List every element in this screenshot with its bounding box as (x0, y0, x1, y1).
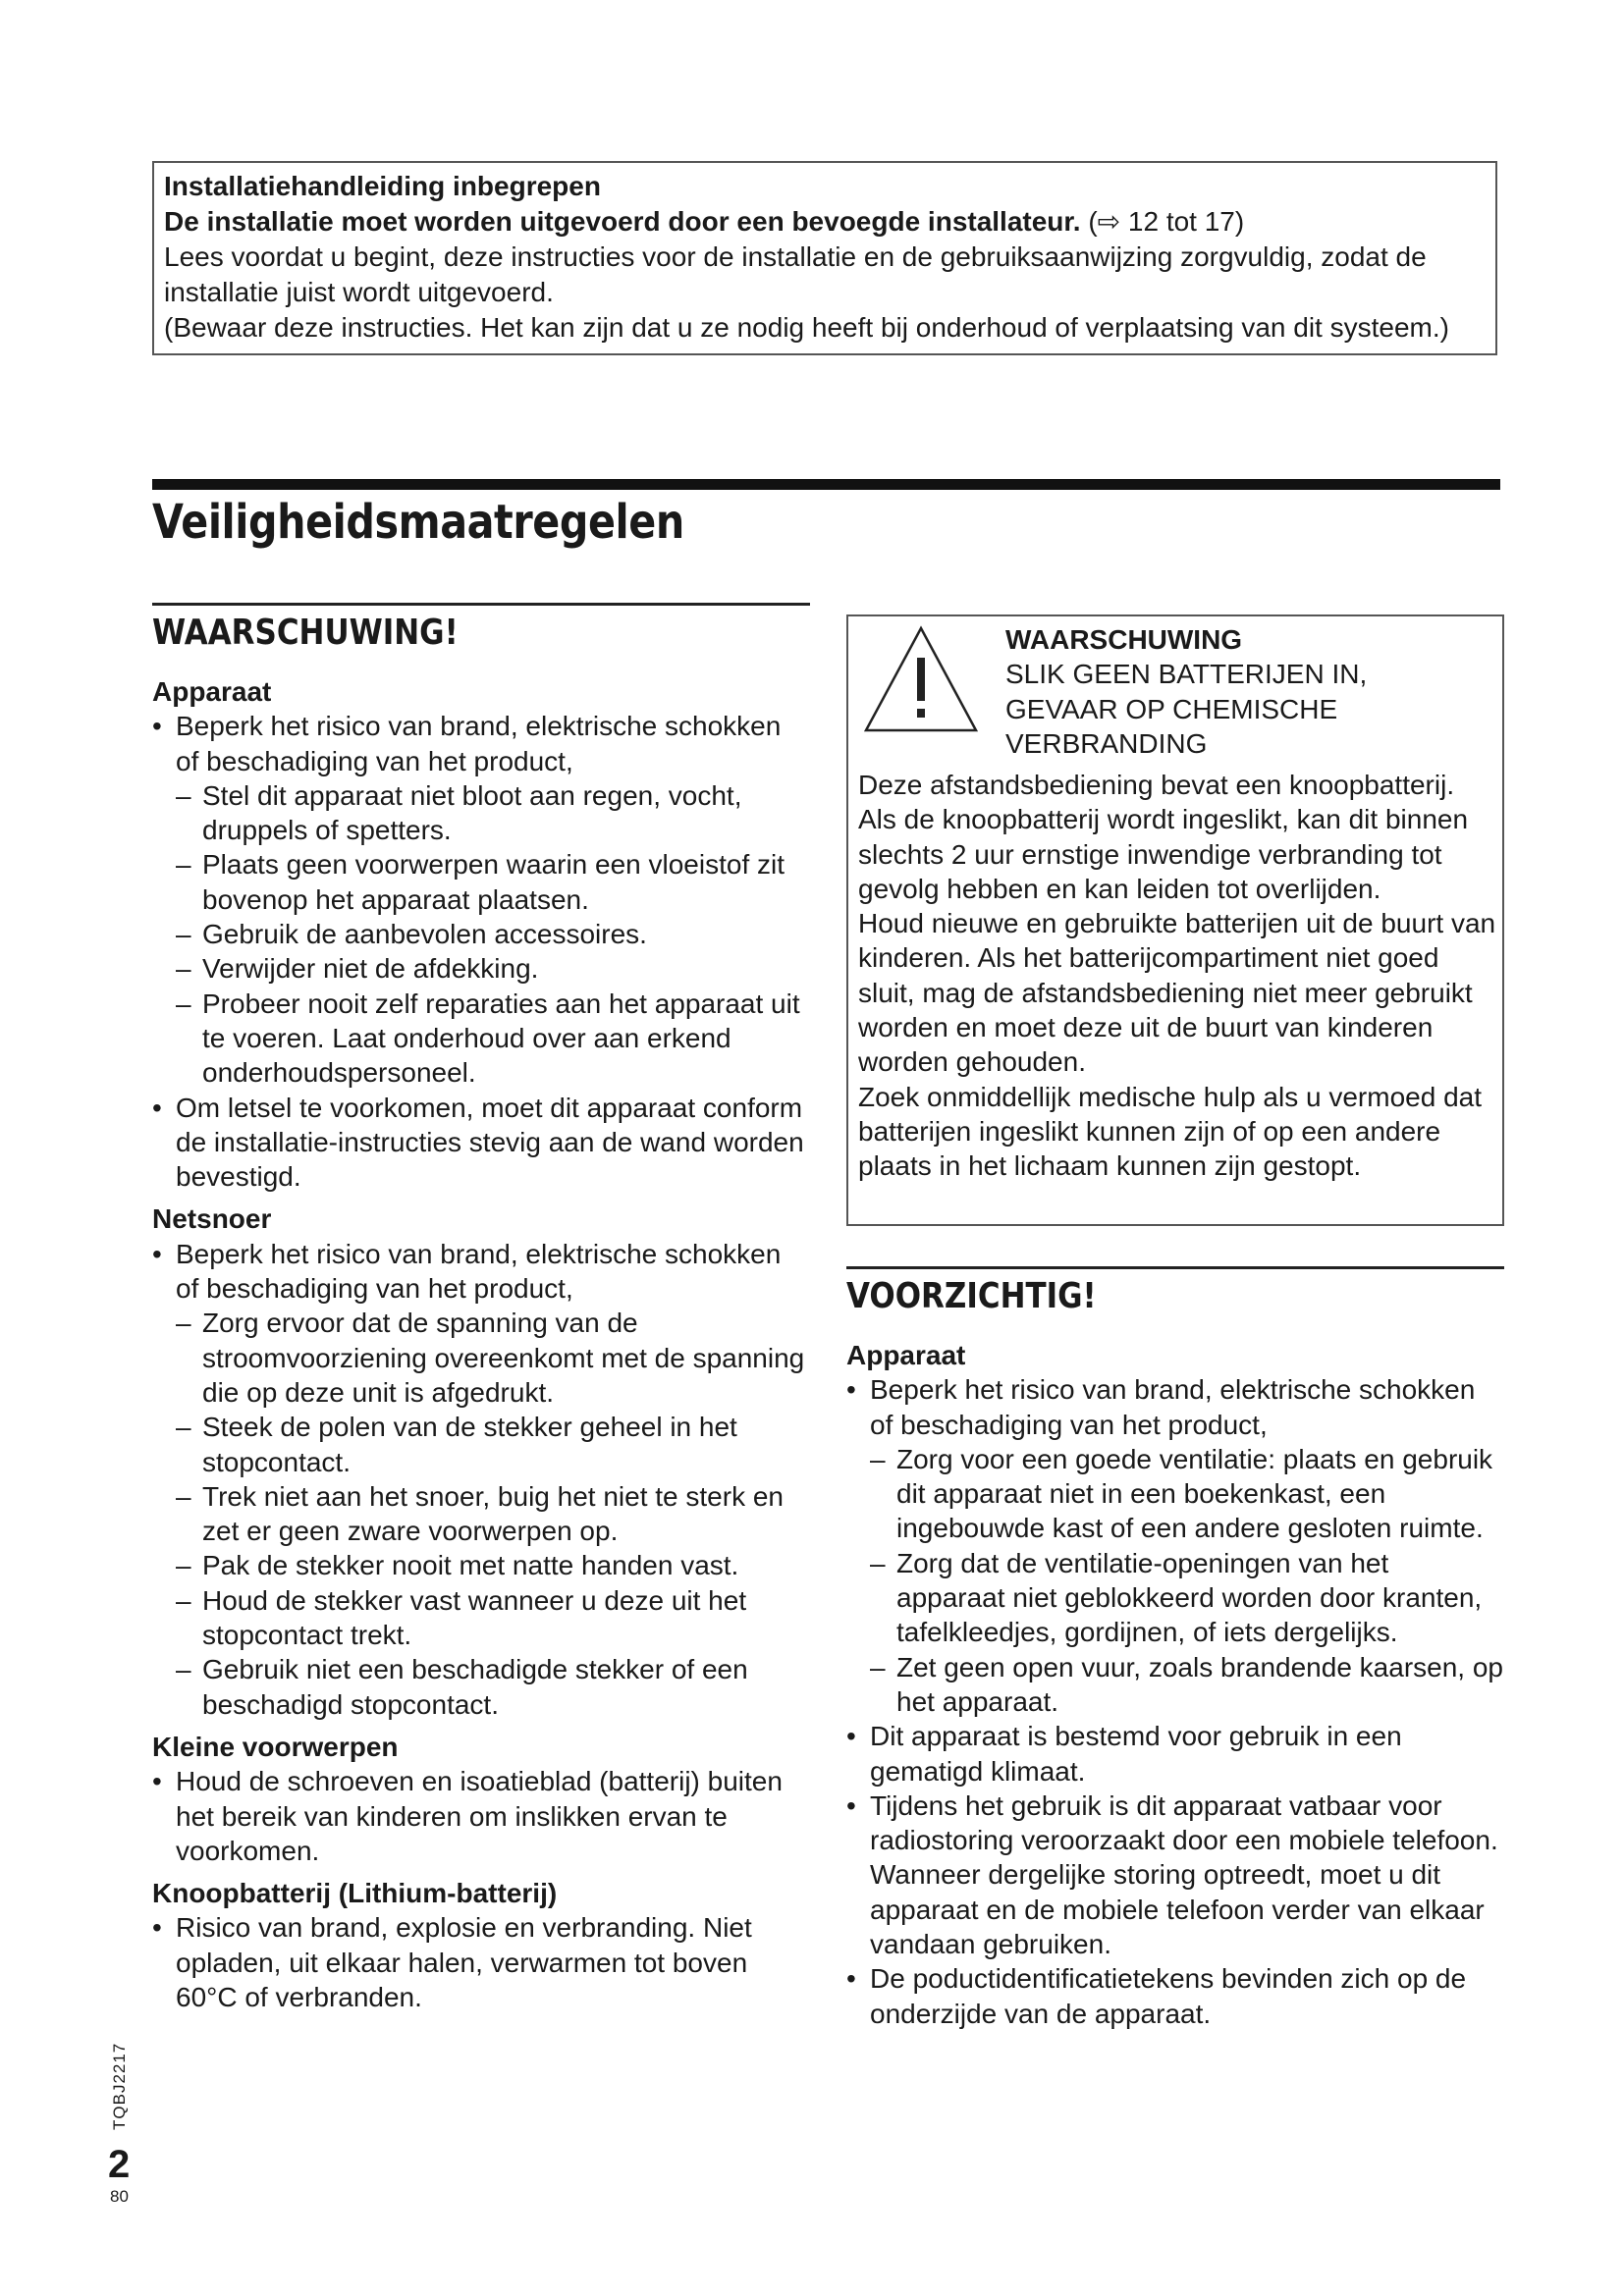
page-sub-number: 80 (110, 2187, 129, 2206)
warning-section-title: WAARSCHUWING! (152, 613, 459, 653)
document-code: TQBJ2217 (110, 2042, 129, 2130)
notice-para-2: (Bewaar deze instructies. Het kan zijn dat u ze nodig heeft bij onderhoud of verplaatsing van dit systeem.) (164, 312, 1449, 343)
warning-triangle-icon (862, 624, 980, 734)
warning-para-2: Houd nieuwe en gebruikte batterijen uit de buurt van kinderen. Als het batterijcompartiment niet goed sluit, mag de afstandsbediening niet meer gebruikt worden en moet deze uit de buurt van kinderen worden gehouden. (858, 908, 1496, 1078)
list-item: – Houd de stekker vast wanneer u deze uit het stopcontact trekt. (152, 1583, 810, 1653)
subsection-apparaat: Apparaat (846, 1340, 966, 1370)
knoop-list (152, 1910, 810, 2014)
caution-section-title: VOORZICHTIG! (846, 1276, 1097, 1316)
notice-page-ref: (⇨ 12 tot 17) (1088, 206, 1245, 237)
list-item: – Verwijder niet de afdekking. (152, 951, 810, 986)
warning-line-2: GEVAAR OP CHEMISCHE (1005, 693, 1338, 724)
installation-notice-box (152, 161, 1497, 355)
list-item: – Plaats geen voorwerpen waarin een vloeistof zit bovenop het apparaat plaatsen. (152, 847, 810, 917)
caution-list-2 (846, 1719, 1504, 2031)
list-item: – Zorg voor een goede ventilatie: plaats en gebruik dit apparaat niet in een boekenkast, een ingebouwde kast of een andere gesloten ruimte. (846, 1442, 1504, 1546)
list-item: – Pak de stekker nooit met natte handen vast. (152, 1548, 810, 1582)
list-item: – Zet geen open vuur, zoals brandende kaarsen, op het apparaat. (846, 1650, 1504, 1720)
warning-body (858, 768, 1496, 1184)
list-item: • Om letsel te voorkomen, moet dit apparaat conform de installatie-instructies stevig aan de wand worden bevestigd. (152, 1091, 810, 1195)
list-item: • Beperk het risico van brand, elektrische schokken of beschadiging van het product, (152, 1237, 810, 1307)
notice-para-1: Lees voordat u begint, deze instructies voor de installatie en de gebruiksaanwijzing zorgvuldig, zodat de installatie juist wordt uitgevoerd. (164, 241, 1427, 307)
battery-warning-box (846, 614, 1504, 1226)
list-item: – Zorg dat de ventilatie-openingen van het apparaat niet geblokkeerd worden door kranten, tafelkleedjes, gordijnen, of iets dergelijks. (846, 1546, 1504, 1650)
netsnoer-list (152, 1237, 810, 1307)
subsection-netsnoer: Netsnoer (152, 1203, 272, 1235)
kleine-list (152, 1764, 810, 1868)
netsnoer-dash-list (152, 1306, 810, 1722)
caution-dash-list (846, 1442, 1504, 1719)
list-item: • Tijdens het gebruik is dit apparaat vatbaar voor radiostoring veroorzaakt door een mobiele telefoon. Wanneer dergelijke storing optreedt, moet u dit apparaat en de mobiele telefoon verder van elkaar vandaan gebruiken. (846, 1789, 1504, 1961)
list-item: – Zorg ervoor dat de spanning van de stroomvoorziening overeenkomt met de spanning die op deze unit is afgedrukt. (152, 1306, 810, 1410)
list-item: – Steek de polen van de stekker geheel in het stopcontact. (152, 1410, 810, 1479)
list-item: • Beperk het risico van brand, elektrische schokken of beschadiging van het product, (846, 1372, 1504, 1442)
list-item: – Gebruik de aanbevolen accessoires. (152, 917, 810, 951)
list-item: – Gebruik niet een beschadigde stekker of een beschadigd stopcontact. (152, 1652, 810, 1722)
notice-heading: Installatiehandleiding inbegrepen (164, 171, 601, 201)
warning-heading: WAARSCHUWING (1005, 624, 1243, 655)
section-rule (846, 1266, 1504, 1269)
title-rule (152, 479, 1500, 490)
list-item: – Trek niet aan het snoer, buig het niet te sterk en zet er geen zware voorwerpen op. (152, 1479, 810, 1549)
warning-para-1: Deze afstandsbediening bevat een knoopbatterij. Als de knoopbatterij wordt ingeslikt, kan dit binnen slechts 2 uur ernstige inwendige verbranding tot gevolg hebben en kan leiden tot overlijden. (858, 770, 1469, 904)
list-item: • Beperk het risico van brand, elektrische schokken of beschadiging van het product, (152, 709, 810, 778)
notice-bold-text: De installatie moet worden uitgevoerd door een bevoegde installateur. (164, 206, 1081, 237)
section-rule (152, 603, 810, 606)
warning-header (1005, 622, 1487, 761)
list-item: • De poductidentificatietekens bevinden zich op de onderzijde van de apparaat. (846, 1961, 1504, 2031)
warning-para-3: Zoek onmiddellijk medische hulp als u vermoed dat batterijen ingeslikt kunnen zijn of op een andere plaats in het lichaam kunnen zijn gestopt. (858, 1081, 1482, 1182)
notice-bold-line (164, 204, 1486, 240)
warning-line-3: VERBRANDING (1005, 727, 1208, 759)
list-item: • Houd de schroeven en isoatieblad (batterij) buiten het bereik van kinderen om inslikken ervan te voorkomen. (152, 1764, 810, 1868)
list-item: • Dit apparaat is bestemd voor gebruik in een gematigd klimaat. (846, 1719, 1504, 1789)
apparaat-list (152, 709, 810, 778)
warning-line-1: SLIK GEEN BATTERIJEN IN, (1005, 659, 1368, 690)
subsection-apparaat: Apparaat (152, 676, 272, 707)
list-item: – Probeer nooit zelf reparaties aan het apparaat uit te voeren. Laat onderhoud over aan erkend onderhoudspersoneel. (152, 987, 810, 1091)
caution-column (846, 1266, 1504, 2031)
caution-list (846, 1372, 1504, 1442)
warning-column (152, 603, 810, 2014)
list-item: – Stel dit apparaat niet bloot aan regen, vocht, druppels of spetters. (152, 778, 810, 848)
apparaat-dash-list (152, 778, 810, 1091)
subsection-knoopbatterij: Knoopbatterij (Lithium-batterij) (152, 1878, 558, 1909)
page-title: Veiligheidsmaatregelen (152, 495, 684, 550)
subsection-kleine-voorwerpen: Kleine voorwerpen (152, 1731, 399, 1762)
list-item: • Risico van brand, explosie en verbranding. Niet opladen, uit elkaar halen, verwarmen tot boven 60°C of verbranden. (152, 1910, 810, 2014)
apparaat-list-2 (152, 1091, 810, 1195)
page-number: 2 (108, 2143, 131, 2186)
